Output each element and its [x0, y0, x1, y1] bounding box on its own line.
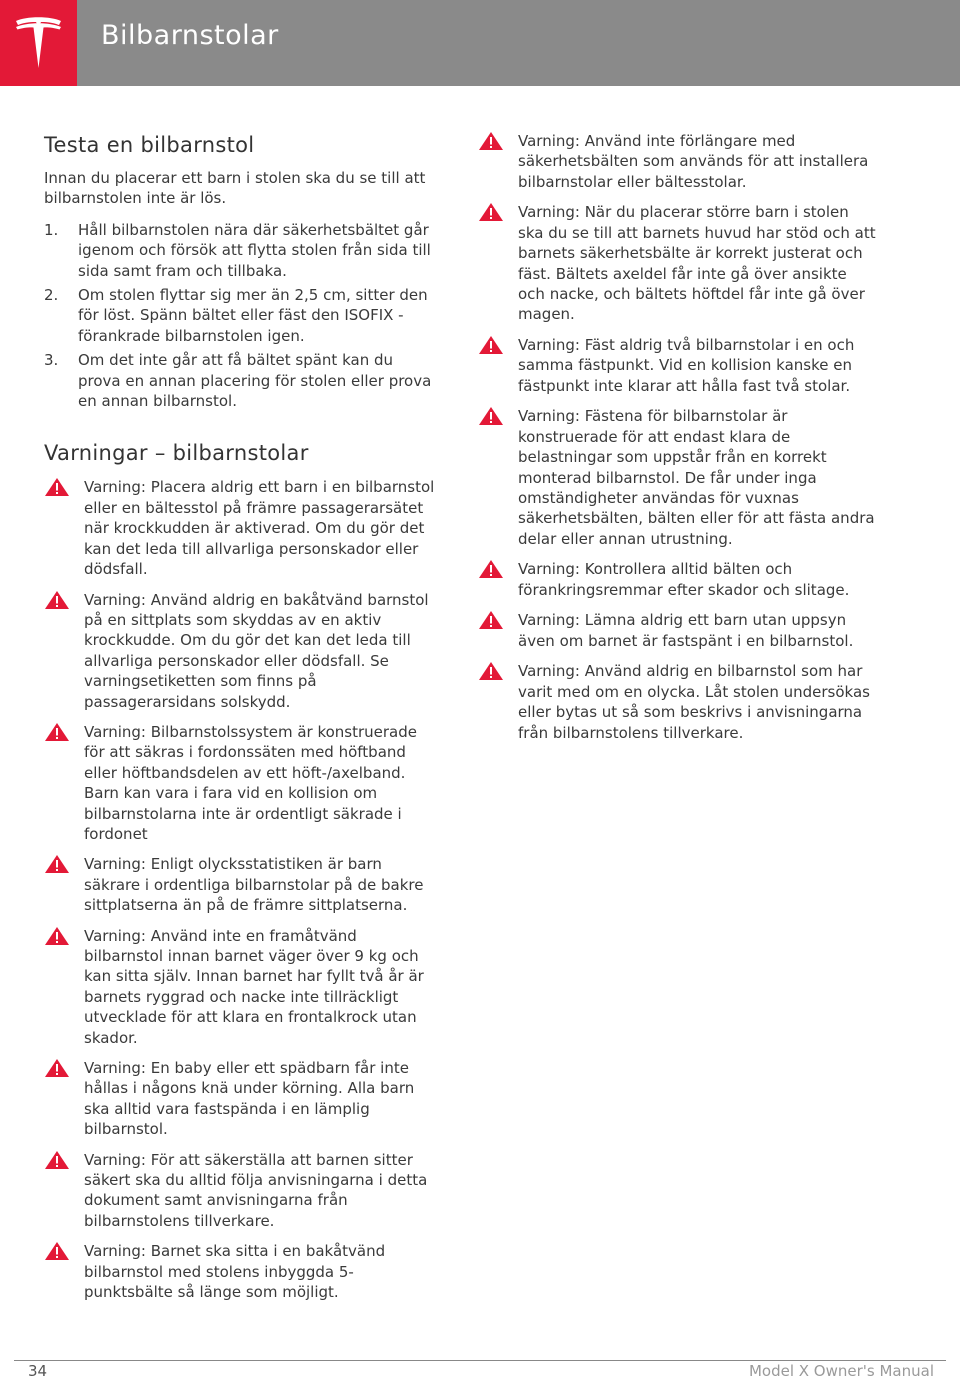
warning-item	[44, 590, 438, 712]
warning-item	[44, 926, 438, 1048]
warning-triangle-icon	[44, 1150, 70, 1170]
warning-item	[478, 661, 878, 743]
warning-text: Varning: Använd inte förlängare med säkerhetsbälten som används för att installera bilbarnstolar eller bältesstolar.	[518, 132, 869, 191]
warning-text: Varning: Använd aldrig en bilbarnstol som har varit med om en olycka. Låt stolen undersökas eller bytas ut så som beskrivs i anvisningarna från bilbarnstolens tillverkare.	[518, 662, 870, 742]
step-text: Om stolen flyttar sig mer än 2,5 cm, sitter den för löst. Spänn bältet eller fäst den ISOFIX -förankrade bilbarnstolen igen.	[78, 286, 428, 345]
warning-triangle-icon	[478, 406, 504, 426]
warning-text: Varning: Bilbarnstolssystem är konstruerade för att säkras i fordonssäten med höftband eller höftbandsdelen av ett höft-/axelband. Barn kan vara i fara vid en kollision om bilbarnstolarna inte är ordentligt säkrade i fordonet	[84, 722, 417, 843]
warning-triangle-icon	[44, 477, 70, 497]
warning-triangle-icon	[44, 854, 70, 874]
step-number: 3.	[44, 351, 59, 370]
warning-triangle-icon	[44, 1241, 70, 1261]
warning-triangle-icon	[478, 610, 504, 630]
warning-text: Varning: En baby eller ett spädbarn får inte hållas i någons knä under körning. Alla barn ska alltid vara fastspända i en lämplig bilbarnstol.	[84, 1059, 415, 1139]
warning-text: Varning: När du placerar större barn i stolen ska du se till att barnets huvud har stöd och att barnets säkerhetsbälte är korrekt justerat och fäst. Bältets axeldel får inte gå över ansikte och nacke, och bältets höftdel får inte gå över magen.	[518, 203, 876, 324]
warnings-list-left	[44, 477, 438, 1302]
warning-text: Varning: Kontrollera alltid bälten och förankringsremmar efter skador och slitage.	[518, 560, 850, 599]
warning-triangle-icon	[478, 335, 504, 355]
warning-item	[44, 722, 438, 844]
warning-item	[478, 559, 878, 600]
page-number: 34	[28, 1362, 48, 1380]
warning-text: Varning: För att säkerställa att barnen sitter säkert ska du alltid följa anvisningarna i detta dokument samt anvisningarna från bilbarnstolens tillverkare.	[84, 1150, 428, 1230]
warning-text: Varning: Enligt olycksstatistiken är barn säkrare i ordentliga bilbarnstolar på de bakre sittplatserna än på de främre sittplatserna.	[84, 855, 424, 915]
warning-triangle-icon	[44, 722, 70, 742]
list-item	[44, 285, 438, 346]
tesla-logo	[0, 0, 77, 86]
warning-item	[44, 1058, 438, 1140]
intro-paragraph: Innan du placerar ett barn i stolen ska du se till att bilbarnstolen inte är lös.	[44, 169, 426, 208]
warning-triangle-icon	[44, 926, 70, 946]
warning-text: Varning: Lämna aldrig ett barn utan uppsyn även om barnet är fastspänt i en bilbarnstol.	[518, 611, 854, 650]
section-heading-test-child-seat: Testa en bilbarnstol	[44, 133, 255, 157]
warning-triangle-icon	[44, 1058, 70, 1078]
list-item	[44, 220, 438, 281]
page-header	[0, 0, 960, 86]
warning-item	[478, 335, 878, 396]
section-heading-warnings: Varningar – bilbarnstolar	[44, 441, 309, 466]
warning-item	[478, 610, 878, 651]
warning-text: Varning: Använd aldrig en bakåtvänd barnstol på en sittplats som skyddas av en aktiv krockkudde. Om du gör det kan det leda till allvarliga personskador eller dödsfall. Se varningsetiketten som finns på passagerarsidans solskydd.	[84, 590, 429, 711]
warning-item	[44, 1150, 438, 1232]
right-column	[478, 131, 878, 753]
warning-triangle-icon	[478, 202, 504, 222]
step-text: Om det inte går att få bältet spänt kan du prova en annan placering för stolen eller prova en annan bilbarnstol.	[78, 351, 432, 411]
warning-item	[44, 854, 438, 915]
manual-title: Model X Owner's Manual	[748, 1362, 934, 1380]
warning-text: Varning: Använd inte en framåtvänd bilbarnstol innan barnet väger över 9 kg och kan sitta själv. Innan barnet har fyllt två år är barnets ryggrad och nacke inte tillräckligt utvecklade för att klara en frontalkrock utan skador.	[84, 926, 424, 1047]
warning-triangle-icon	[44, 590, 70, 610]
warning-triangle-icon	[478, 559, 504, 579]
warning-item	[44, 477, 438, 579]
page-title: Bilbarnstolar	[101, 20, 279, 51]
tesla-logo-icon	[14, 14, 63, 70]
steps-list	[44, 220, 438, 412]
warning-item	[44, 1241, 438, 1302]
warning-item	[478, 406, 878, 549]
step-text: Håll bilbarnstolen nära där säkerhetsbältet går igenom och försök att flytta stolen från sida till sida samt fram och tillbaka.	[78, 220, 431, 280]
warning-text: Varning: Fästena för bilbarnstolar är konstruerade för att endast klara de belastningar som uppstår från en korrekt monterad bilbarnstol. De får under inga omständigheter användas för vuxnas säkerhetsbälten, bälten eller för att fästa andra delar eller annan utrustning.	[518, 407, 875, 548]
step-number: 1.	[44, 220, 59, 239]
warning-text: Varning: Barnet ska sitta i en bakåtvänd bilbarnstol med stolens inbyggda 5-punktsbälte så länge som möjligt.	[84, 1242, 386, 1302]
warning-triangle-icon	[478, 131, 504, 151]
footer-divider	[14, 1360, 946, 1361]
warning-item	[478, 202, 878, 324]
warning-triangle-icon	[478, 661, 504, 681]
left-column	[44, 133, 438, 1313]
list-item	[44, 350, 438, 411]
warning-text: Varning: Fäst aldrig två bilbarnstolar i en och samma fästpunkt. Vid en kollision kanske en fästpunkt inte klarar att hålla fast två stolar.	[518, 336, 855, 395]
warning-text: Varning: Placera aldrig ett barn i en bilbarnstol eller en bältesstol på främre passagerarsätet när krockkudden är aktiverad. Om du gör det kan det leda till allvarliga personskador eller dödsfall.	[84, 478, 435, 579]
step-number: 2.	[44, 286, 59, 305]
warning-item	[478, 131, 878, 192]
